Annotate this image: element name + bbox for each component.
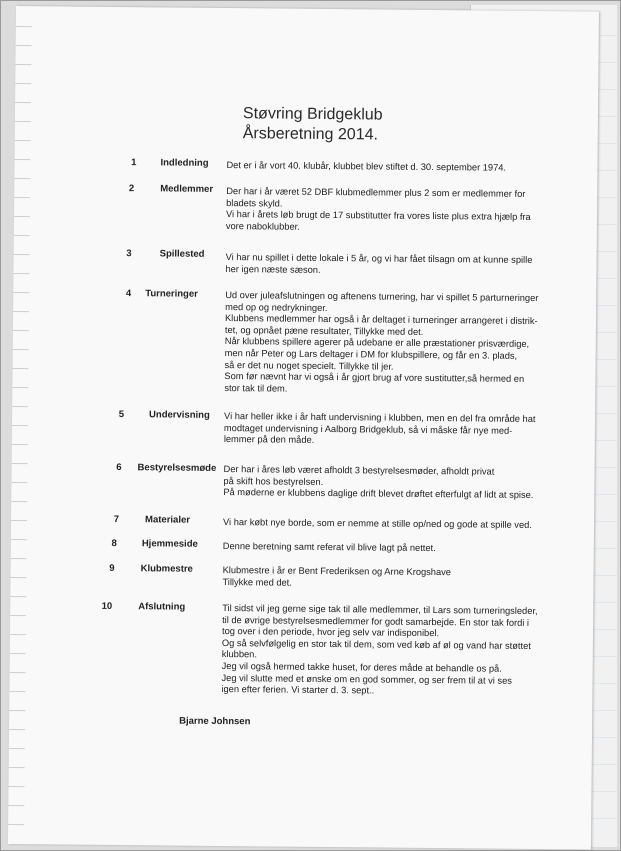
margin-tick	[11, 501, 27, 502]
section-number: 8	[111, 537, 117, 549]
margin-tick	[13, 349, 29, 350]
section-number: 10	[101, 600, 113, 612]
section-body	[224, 411, 586, 449]
section-body	[225, 252, 587, 279]
text-line: modtaget undervisning i Aalborg Bridgeklub, så vi måske får nye med-	[223, 422, 513, 436]
section-body	[223, 541, 585, 556]
text-line: Og så selvfølgelig en stor tak til dem, som ved køb af øl og vand har støttet	[221, 637, 531, 651]
margin-tick	[14, 235, 30, 236]
margin-tick	[13, 368, 29, 369]
margin-tick	[13, 330, 29, 331]
text-line: med op og nedrykninger.	[225, 301, 328, 313]
section-afslutning	[10, 600, 593, 696]
margin-tick	[10, 672, 26, 673]
section-number: 1	[131, 157, 137, 169]
text-line: igen efter ferien. Vi starter d. 3. sept..	[221, 684, 375, 696]
text-line: Vi har nu spillet i dette lokale i 5 år, og vi har fået tilsagn om at kunne spille	[225, 252, 533, 265]
text-line: men når Peter og Lars deltager i DM for klubspillere, og får en 3. plads,	[224, 347, 518, 361]
section-body	[221, 603, 584, 699]
margin-tick	[12, 463, 28, 464]
section-body	[224, 290, 587, 398]
text-line: Klubmestre i år er Bent Frederiksen og Arne Krogshave	[222, 565, 452, 578]
margin-tick	[15, 121, 31, 122]
text-line: Vi har i årets løb brugt de 17 substitutter fra vores liste plus extra hjælp fra	[225, 209, 531, 223]
margin-tick	[16, 45, 32, 46]
margin-tick	[9, 786, 25, 787]
margin-tick	[13, 292, 29, 293]
section-hjemmeside	[11, 537, 594, 554]
margin-tick	[14, 197, 30, 198]
section-heading: Spillested	[159, 248, 205, 260]
margin-tick	[11, 520, 27, 521]
text-line: her igen næste sæson.	[225, 263, 321, 275]
margin-tick	[15, 159, 31, 160]
margin-tick	[12, 406, 28, 407]
text-line: Der har i år været 52 DBF klubmedlemmer plus 2 som er medlemmer for	[226, 186, 526, 199]
section-body	[223, 464, 585, 502]
section-number: 7	[113, 513, 120, 526]
section-undervisning	[12, 408, 595, 446]
section-heading: Medlemmer	[160, 183, 214, 195]
document-title	[243, 104, 383, 145]
margin-tick	[13, 273, 29, 274]
margin-tick	[10, 653, 26, 654]
text-line: På møderne er klubbens daglige drift blevet drøftet efterfulgt af lidt at spise.	[223, 487, 534, 501]
section-number: 2	[128, 183, 135, 195]
margin-tick	[15, 102, 31, 103]
text-line: så er det nu noget specielt. Tillykke til jer.	[224, 359, 394, 372]
margin-tick	[10, 615, 26, 616]
margin-tick	[12, 444, 28, 445]
section-indledning	[15, 156, 598, 173]
text-line: Jeg vil slutte med et ønske om en god sommer, og ser frem til at vi ses	[221, 672, 512, 686]
margin-tick	[9, 748, 25, 749]
text-line: Der har i åres løb været afholdt 3 bestyrelsesmøder, afholdt privat	[223, 464, 495, 477]
section-klubmestre	[11, 562, 594, 588]
text-line: Vi har købt nye borde, som er nemme at stille op/ned og gode at spille ved.	[223, 517, 532, 530]
text-line: klubben.	[221, 649, 257, 660]
text-line: på skift hos bestyrelsen.	[223, 475, 324, 487]
section-body	[226, 160, 588, 175]
section-materialer	[11, 513, 594, 530]
margin-tick	[13, 311, 29, 312]
section-heading: Hjemmeside	[141, 538, 198, 550]
text-line: tet, og opnået pæne resultater, Tillykke med det.	[224, 324, 424, 337]
margin-tick	[9, 729, 25, 730]
signature-name: Bjarne Johnsen	[179, 715, 251, 728]
section-number: 3	[126, 248, 132, 260]
text-line: Som før nævnt har vi også i år gjort brug af vore sustitutter,så hermed en	[224, 371, 525, 385]
section-body	[223, 517, 585, 532]
section-medlemmer	[14, 182, 597, 232]
margin-tick	[16, 26, 32, 27]
text-line: Til sidst vil jeg gerne sige tak til alle medlemmer, til Lars som turneringsleder,	[222, 603, 538, 617]
text-line: Jeg vil også hermed takke huset, for deres måde at behandle os på.	[221, 660, 502, 674]
section-body	[222, 565, 584, 592]
text-line: lemmer på den måde.	[223, 434, 315, 446]
text-line: Vi har heller ikke i år haft undervisning i klubben, men en del fra område hat	[224, 411, 536, 425]
margin-tick	[11, 558, 27, 559]
text-line: vore naboklubber.	[225, 220, 300, 232]
section-heading: Indledning	[160, 157, 209, 169]
margin-tick	[12, 425, 28, 426]
text-line: til de øvrige bestyrelsesmedlemmer for godt samarbejde. En stor tak fordi i	[222, 614, 530, 628]
section-number: 5	[118, 409, 125, 421]
margin-tick	[14, 254, 30, 255]
margin-tick	[10, 596, 26, 597]
margin-tick	[11, 482, 27, 483]
title-report-year: Årsberetning 2014.	[242, 125, 379, 144]
margin-tick	[9, 710, 25, 711]
margin-tick	[9, 767, 25, 768]
margin-tick	[11, 577, 27, 578]
section-heading: Afslutning	[138, 601, 186, 613]
section-heading: Klubmestre	[140, 563, 193, 575]
section-number: 4	[125, 288, 132, 300]
section-heading: Bestyrelsesmøde	[137, 462, 217, 474]
text-line: Ud over juleafslutningen og aftenens turnering, har vi spillet 5 parturneringer	[225, 290, 539, 304]
section-number: 6	[116, 461, 122, 474]
section-number: 9	[109, 562, 115, 574]
section-turneringer	[13, 287, 596, 394]
margin-tick	[15, 140, 31, 141]
text-line: Tillykke med det.	[222, 576, 292, 588]
text-line: Denne beretning samt referat vil blive lagt på nettet.	[222, 541, 436, 554]
margin-tick	[15, 83, 31, 84]
margin-tick	[10, 634, 26, 635]
text-line: Klubbens medlemmer har også i år deltaget i turneringer arrangeret i distrik-	[224, 313, 538, 327]
margin-tick	[11, 539, 27, 540]
section-heading: Turneringer	[145, 288, 198, 300]
section-spillested	[14, 247, 597, 275]
margin-tick	[14, 216, 30, 217]
text-line: tog over i den periode, hvor jeg selv var indisponibel.	[221, 626, 440, 639]
margin-tick	[9, 691, 25, 692]
document-page	[8, 6, 599, 850]
text-line: bladets skyld.	[226, 197, 283, 209]
title-club-name: Støvring Bridgeklub	[242, 105, 383, 124]
text-line: stor tak til dem.	[224, 382, 288, 394]
section-heading: Materialer	[145, 514, 191, 526]
text-line: Når klubbens spillere agerer på udebane er alle præstationer prisværdige,	[224, 336, 530, 350]
section-body	[226, 186, 588, 236]
margin-tick	[12, 387, 28, 388]
margin-tick	[8, 805, 24, 806]
section-heading: Undervisning	[149, 409, 210, 421]
text-line: Det er i år vort 40. klubår, klubbet blev stiftet d. 30. september 1974.	[226, 160, 507, 173]
margin-tick	[14, 178, 30, 179]
margin-tick	[8, 824, 24, 825]
margin-tick	[15, 64, 31, 65]
section-bestyrelsesmode	[12, 461, 595, 501]
